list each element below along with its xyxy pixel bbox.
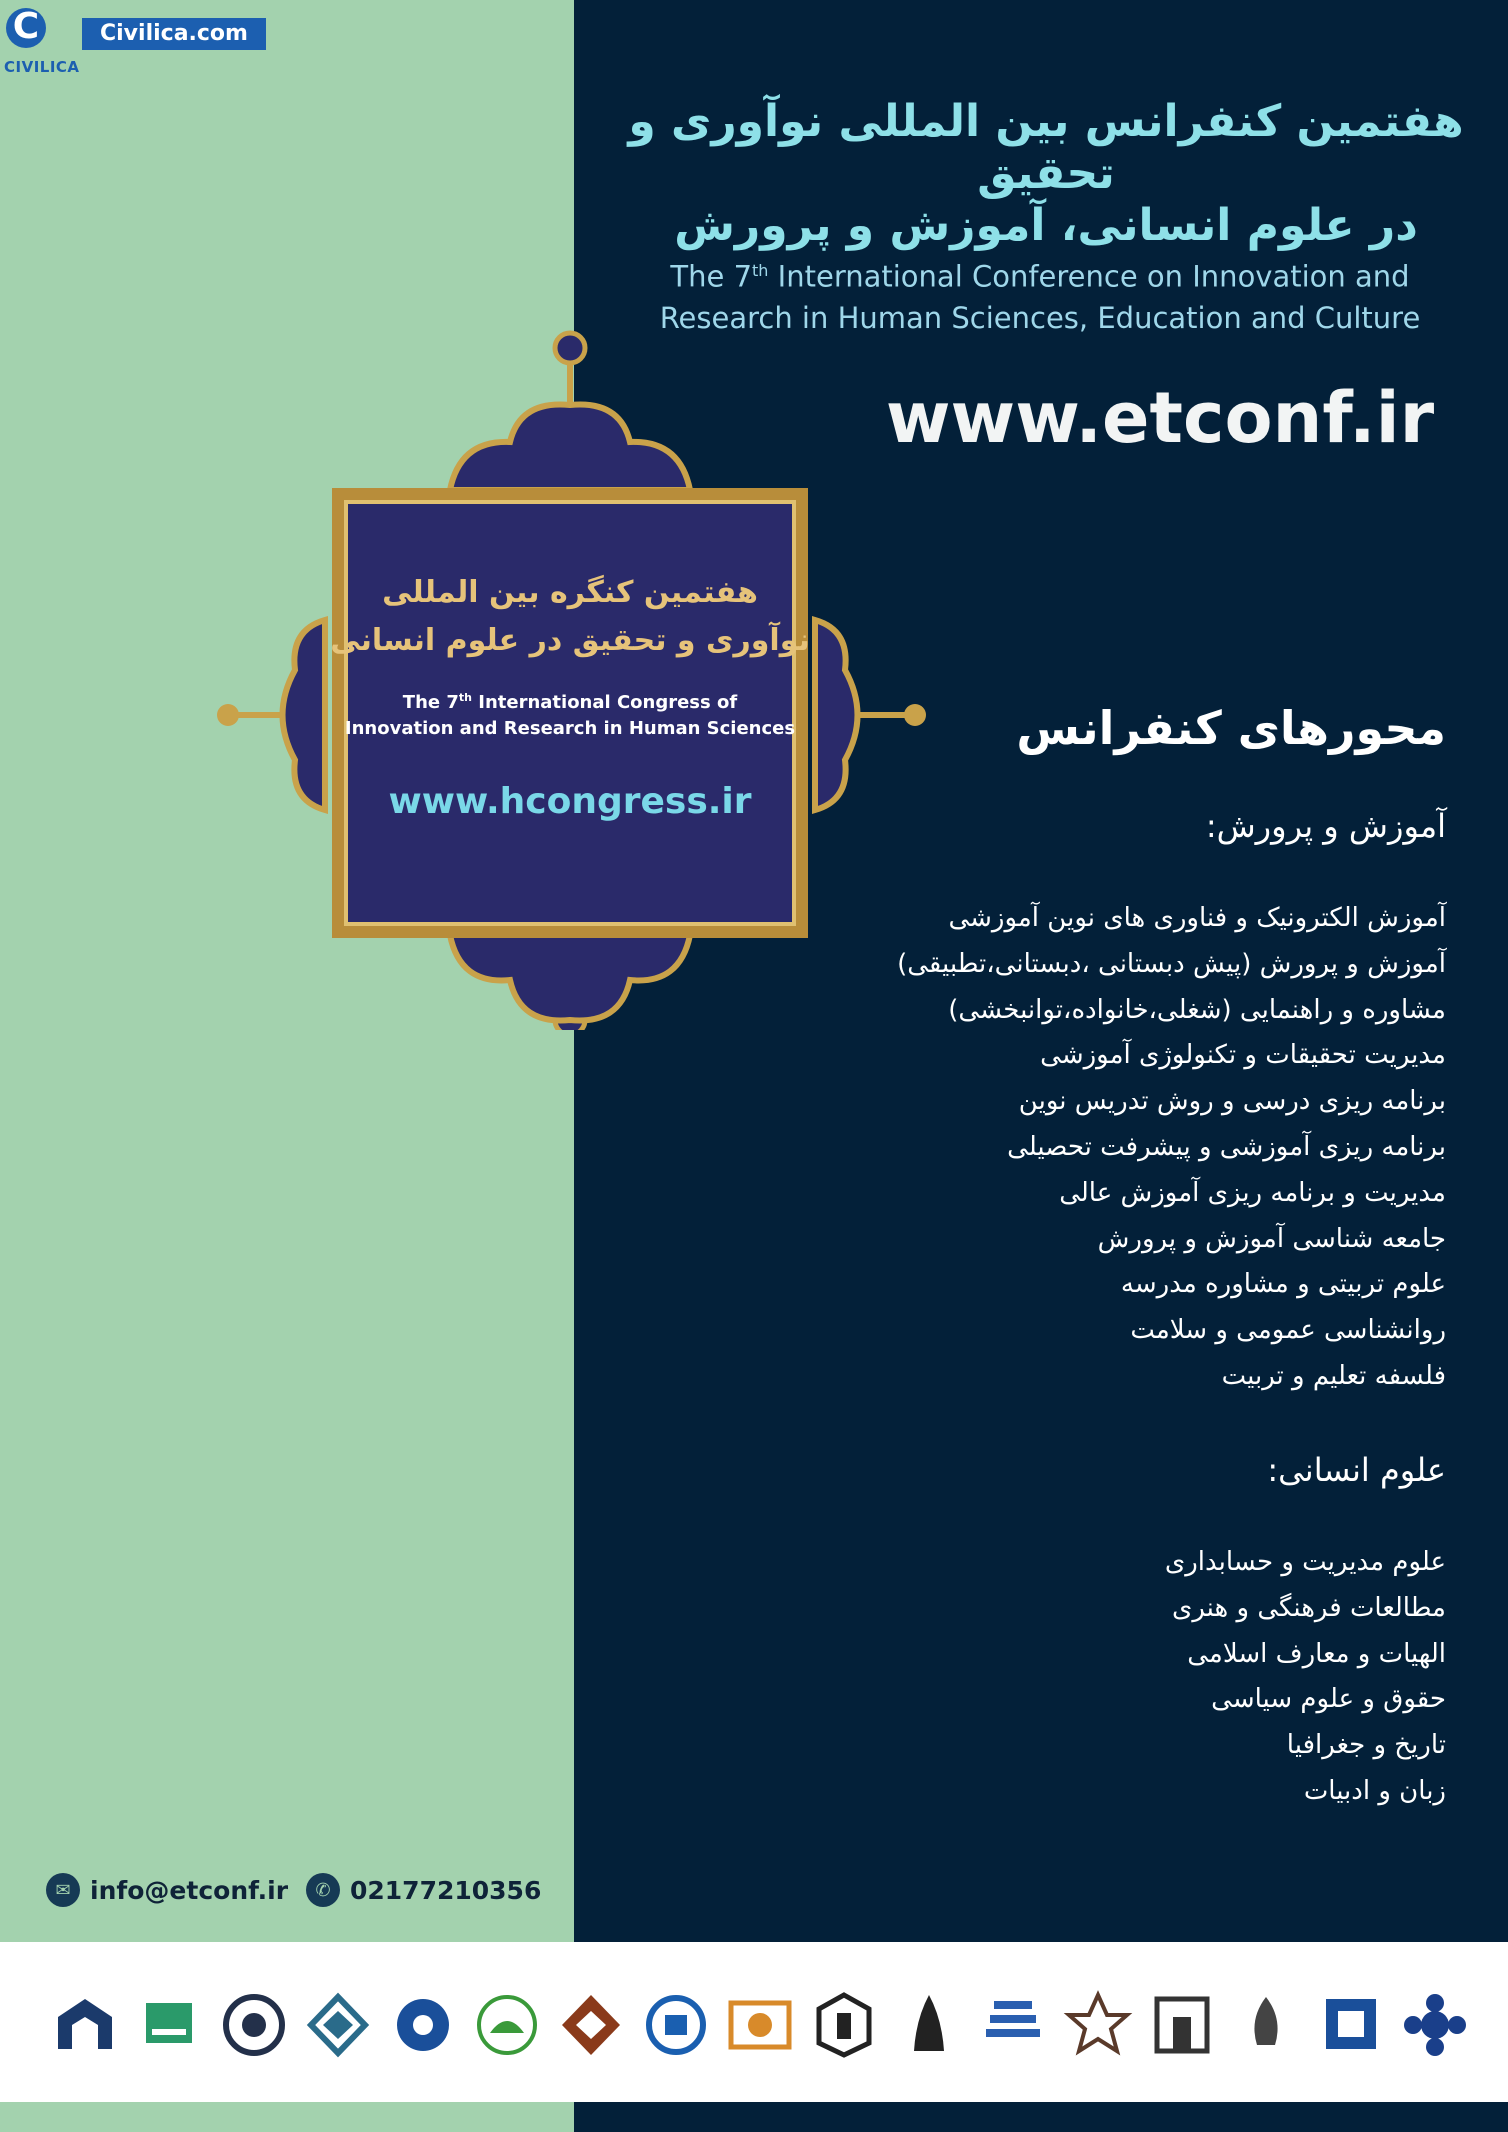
medallion-title-fa-line2: نوآوری و تحقیق در علوم انسانی: [330, 623, 810, 658]
phone-icon: ✆: [306, 1873, 340, 1907]
black-shield-logo-icon: [809, 1980, 879, 2070]
list-item: زبان و ادبیات: [1303, 1775, 1446, 1806]
conference-title-fa: [596, 96, 1496, 252]
list-item: فلسفه تعلیم و تربیت: [1221, 1360, 1446, 1391]
civilica-caption: CIVILICA: [4, 58, 80, 76]
medallion-title-en-line2: Innovation and Research in Human Sciences: [344, 718, 796, 739]
list-item: مشاوره و راهنمایی (شغلی،خانواده،توانبخشی): [948, 994, 1446, 1025]
conference-title-en: [640, 250, 1440, 339]
flame-logo-icon: [1231, 1980, 1301, 2070]
conference-title-en-line2: Research in Human Sciences, Education and Culture: [659, 300, 1421, 335]
civilica-letter: C: [12, 6, 40, 47]
title-en-post: International Conference on Innovation and: [768, 259, 1410, 294]
list-item: علوم تربیتی و مشاوره مدرسه: [1120, 1269, 1446, 1300]
education-section-title: آموزش و پرورش:: [1205, 807, 1446, 845]
list-item: مطالعات فرهنگی و هنری: [1171, 1592, 1446, 1623]
list-item: جامعه شناسی آموزش و پرورش: [1097, 1223, 1446, 1254]
green-book-logo-icon: [134, 1980, 204, 2070]
list-item: برنامه ریزی درسی و روش تدریس نوین: [1018, 1086, 1446, 1117]
title-en-pre: The 7: [670, 259, 753, 294]
conference-title-fa-line1: هفتمین کنفرانس بین المللی نوآوری و تحقیق: [628, 96, 1464, 199]
civilica-badge[interactable]: Civilica.com: [82, 18, 266, 50]
medallion-website[interactable]: www.hcongress.ir: [388, 781, 752, 822]
blue-waves-logo-icon: [978, 1980, 1048, 2070]
list-item: علوم مدیریت و حسابداری: [1164, 1547, 1446, 1577]
contact-phone[interactable]: [306, 1870, 541, 1910]
conference-title-fa-line2: در علوم انسانی، آموزش و پرورش: [674, 200, 1418, 251]
round-seal-logo-icon: [219, 1980, 289, 2070]
blue-building-logo-icon: [50, 1980, 120, 2070]
medallion-title-fa-line1: هفتمین کنگره بین المللی: [382, 575, 758, 610]
civilica-logo[interactable]: [4, 6, 80, 76]
humanities-section-title: علوم انسانی:: [1267, 1451, 1446, 1489]
list-item: آموزش الکترونیک و فناوری های نوین آموزشی: [948, 903, 1446, 933]
list-item: مدیریت تحقیقات و تکنولوژی آموزشی: [1040, 1040, 1446, 1071]
axes-title: محورهای کنفرانس: [1016, 701, 1446, 755]
list-item: حقوق و علوم سیاسی: [1211, 1684, 1446, 1715]
star-knot-logo-icon: [1063, 1980, 1133, 2070]
black-tower-logo-icon: [894, 1980, 964, 2070]
blue-book-logo-icon: [641, 1980, 711, 2070]
sponsor-logos: [50, 1970, 1470, 2080]
title-en-sup: th: [752, 261, 769, 280]
medallion-title-en-line1: [403, 691, 738, 713]
list-item: تاریخ و جغرافیا: [1286, 1730, 1446, 1761]
blue-square-logo-icon: [1316, 1980, 1386, 2070]
lattice-logo-icon: [303, 1980, 373, 2070]
medallion-en-sup: th: [458, 691, 472, 704]
list-item: مدیریت و برنامه ریزی آموزش عالی: [1059, 1177, 1446, 1208]
humanities-topics-list: [1165, 1540, 1446, 1815]
contact-email[interactable]: [46, 1870, 288, 1910]
medallion-en-pre: The 7: [402, 692, 459, 713]
list-item: آموزش و پرورش (پیش دبستانی ،دبستانی،تطبیقی): [897, 948, 1446, 979]
email-text: info@etconf.ir: [90, 1875, 289, 1905]
conference-website[interactable]: www.etconf.ir: [885, 377, 1435, 459]
envelope-icon: ✉: [46, 1873, 80, 1907]
list-item: برنامه ریزی آموزشی و پیشرفت تحصیلی: [1007, 1131, 1446, 1162]
congress-medallion: [210, 330, 930, 1030]
blue-emblem-logo-icon: [388, 1980, 458, 2070]
footer-left-band: [0, 2102, 574, 2132]
phone-text: 02177210356: [350, 1875, 542, 1905]
green-hands-logo-icon: [472, 1980, 542, 2070]
list-item: الهیات و معارف اسلامی: [1187, 1638, 1446, 1669]
medallion-frame-icon: [217, 333, 926, 1030]
gate-logo-icon: [1147, 1980, 1217, 2070]
footer-right-band: [574, 2102, 1508, 2132]
list-item: روانشناسی عمومی و سلامت: [1130, 1315, 1446, 1346]
brown-pattern-logo-icon: [556, 1980, 626, 2070]
conference-title-en-line1: [640, 250, 1440, 298]
orange-book-logo-icon: [725, 1980, 795, 2070]
blue-flower-logo-icon: [1400, 1980, 1470, 2070]
medallion-en-post: International Congress of: [471, 692, 738, 713]
education-topics-list: [897, 896, 1446, 1400]
